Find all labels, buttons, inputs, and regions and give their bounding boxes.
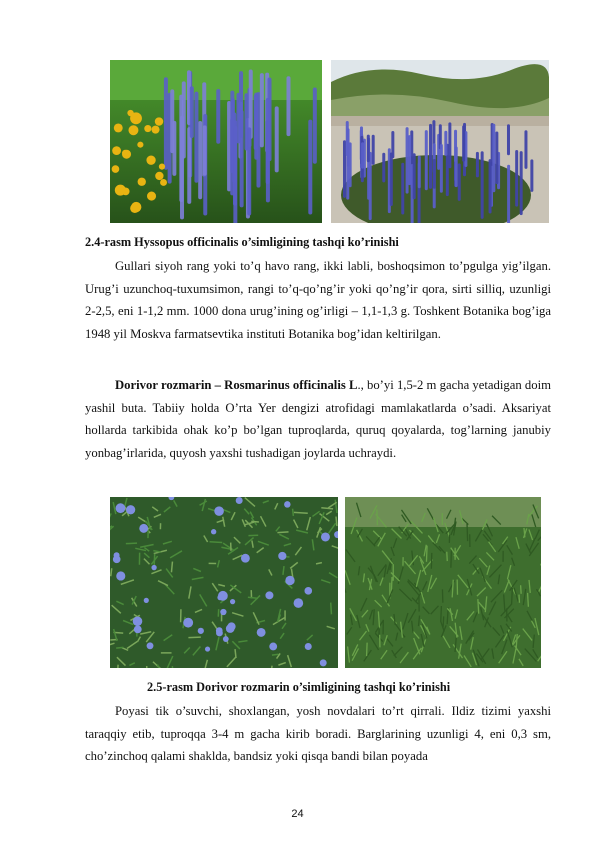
paragraph-rosemary-roots bbox=[85, 700, 551, 768]
hyssop-hillside-photo bbox=[331, 60, 549, 223]
rosemary-species-name: Dorivor rozmarin – Rosmarinus officinalis L bbox=[115, 378, 358, 392]
paragraph-hyssop-description bbox=[85, 255, 551, 345]
figure-caption-hyssop: 2.4-rasm Hyssopus officinalis o’simligining tashqi ko’rinishi bbox=[85, 235, 399, 249]
page-number: 24 bbox=[291, 808, 304, 820]
paragraph-hyssop-text: Gullari siyoh rang yoki to’q havo rang, ikki labli, boshoqsimon to’pgulga yig’ilgan. Urug’i uzunchoq-tuxumsimon, rangi to’q-qo’ng’ir yoki qo’ng’ir qora, sirti silliq, uzunligi 2-2,5, eni 1-1,2 mm. 1000 dona urug’ining og’irligi – 1,1-1,3 g. Toshkent Botanika bog’iga 1948 yil Moskva farmatsevtika instituti Botanika bog’idan keltirilgan. bbox=[85, 259, 551, 341]
figure-caption-rosemary: 2.5-rasm Dorivor rozmarin o’simligining tashqi ko’rinishi bbox=[147, 680, 451, 694]
paragraph-rosemary-intro bbox=[85, 374, 551, 464]
hyssop-garden-photo bbox=[110, 60, 322, 223]
paragraph-rosemary-roots-text: Poyasi tik o’suvchi, shoxlangan, yosh novdalari to’rt qirrali. Ildiz tizimi yaxshi taraqqiy etib, tuproqqa 3-4 m gacha kirib boradi. Barglarining uzunligi 4, eni 0,3 sm, cho’zinchoq qalami shaklda, bandsiz yoki qisqa bandi bilan poyada bbox=[85, 704, 551, 764]
rosemary-intro-text: ., bo’yi 1,5-2 m gacha yetadigan doim yashil buta. Tabiiy holda O’rta Yer dengizi atrofidagi mamlakatlarda o’sadi. Aksariyat hollarda tarkibida ohak ko’p bo’lgan tuproqlarda, quruq qoyalarda, tog’larning janubiy yonbag’irlarida, quyosh yaxshi tushadigan joylarda uchraydi. bbox=[85, 378, 551, 460]
rosemary-foliage-photo bbox=[345, 497, 541, 668]
rosemary-flowering-photo bbox=[110, 497, 338, 668]
